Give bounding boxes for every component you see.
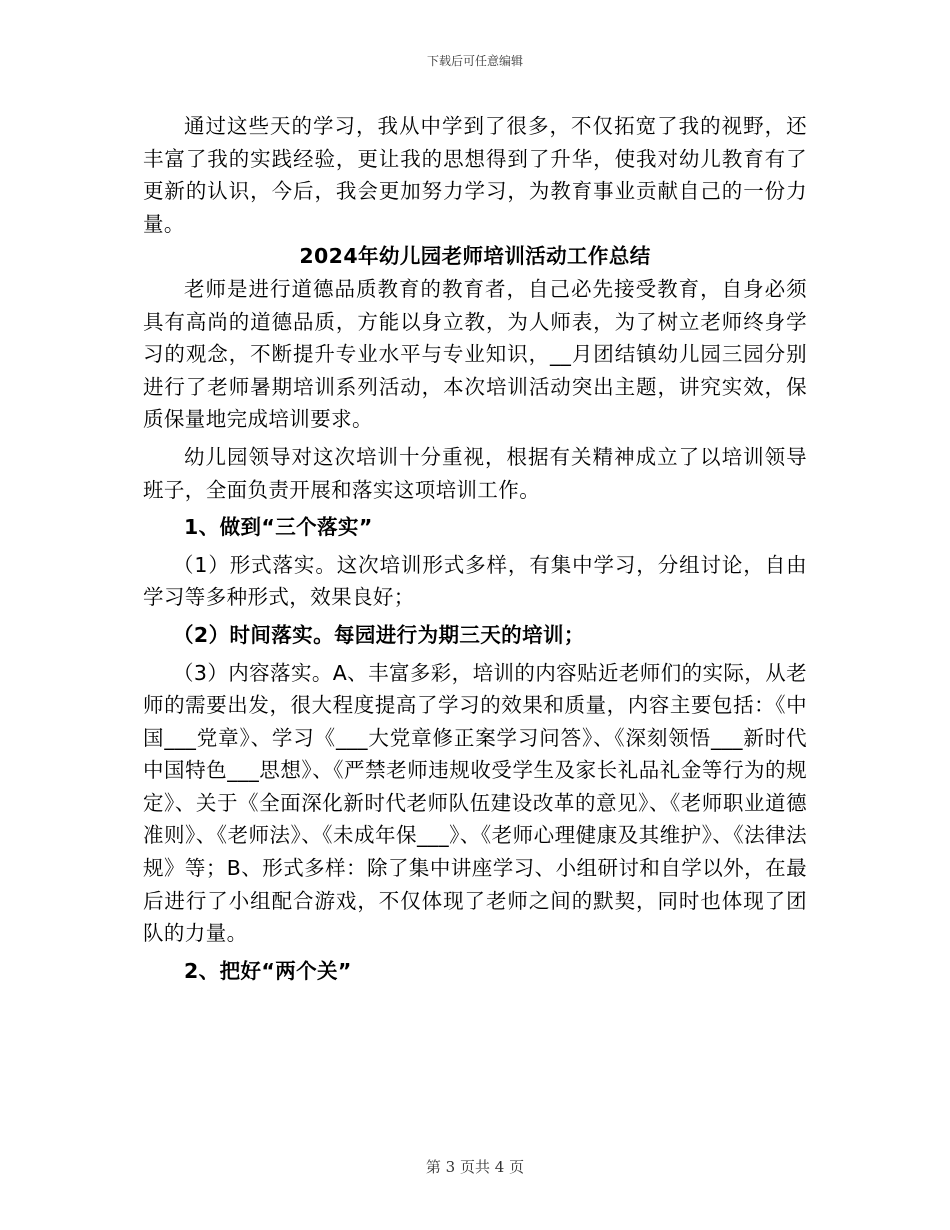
section-heading-1: 1、做到“三个落实” xyxy=(184,515,373,540)
paragraph-content: （3）内容落实。A、丰富多彩，培训的内容贴近老师们的实际，从老师的需要出发，很大程度提高了学习的效果和质量，内容主要包括：《中国___党章》、学习《___大党章修正案学习问答》、《深刻领悟___新时代中国特色___思想》、《严禁老师违规收受学生及家长礼品礼金等行为的规定》、关于《全面深化新时代老师队伍建设改革的意见》、《老师职业道德准则》、《老师法》、《未成年保___》、《老师心理健康及其维护》、《法律法规》等；B、形式多样：除了集中讲座学习、小组研讨和自学以外，在最后进行了小组配合游戏，不仅体现了老师之间的默契，同时也体现了团队的力量。 xyxy=(143,660,807,946)
paragraph-time: （2）时间落实。每园进行为期三天的培训； xyxy=(173,622,585,647)
paragraph-form: （1）形式落实。这次培训形式多样，有集中学习，分组讨论，自由学习等多种形式，效果良好； xyxy=(143,552,807,610)
document-title: 2024年幼儿园老师培训活动工作总结 xyxy=(299,244,651,269)
paragraph-intro: 老师是进行道德品质教育的教育者，自己必先接受教育，自身必须具有高尚的道德品质，方能以身立教，为人师表，为了树立老师终身学习的观念，不断提升专业水平与专业知识，__月团结镇幼儿园三园分别进行了老师暑期培训系列活动，本次培训活动突出主题，讲究实效，保质保量地完成培训要求。 xyxy=(143,276,807,432)
document-body xyxy=(143,110,807,987)
page-footer: 第 3 页共 4 页 xyxy=(425,1158,525,1176)
section-heading-2: 2、把好“两个关” xyxy=(184,958,352,983)
paragraph-leadership: 幼儿园领导对这次培训十分重视，根据有关精神成立了以培训领导班子，全面负责开展和落实这项培训工作。 xyxy=(143,444,807,502)
page-header: 下载后可任意编辑 xyxy=(426,54,523,68)
paragraph-conclusion: 通过这些天的学习，我从中学到了很多，不仅拓宽了我的视野，还丰富了我的实践经验，更让我的思想得到了升华，使我对幼儿教育有了更新的认识，今后，我会更加努力学习，为教育事业贡献自己的一份力量。 xyxy=(143,114,807,236)
